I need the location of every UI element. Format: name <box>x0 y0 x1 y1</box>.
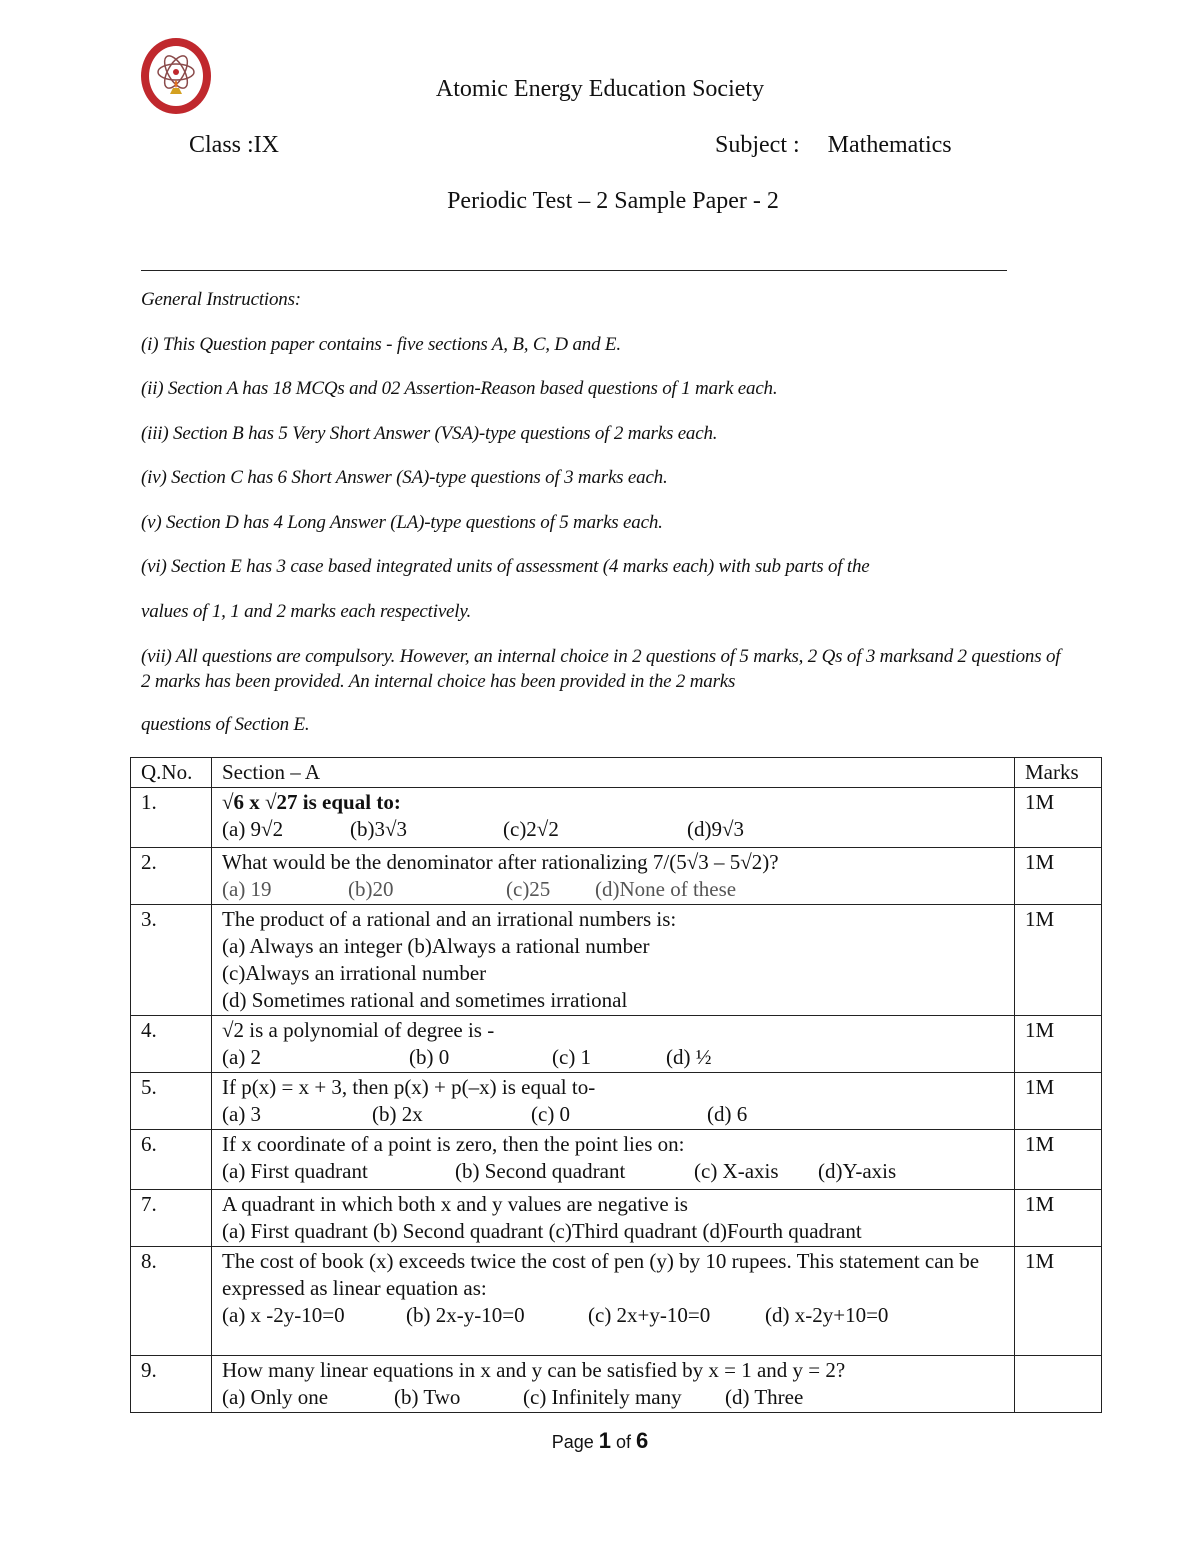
table-row <box>131 848 1102 905</box>
option-b: (b) 0 <box>409 1045 450 1069</box>
header-qno: Q.No. <box>131 758 212 788</box>
question-cell <box>212 1073 1015 1130</box>
question-cell <box>212 1130 1015 1190</box>
option-a: (a) First quadrant <box>222 1159 368 1183</box>
page-prefix: Page <box>551 1432 594 1452</box>
option-a: (a) 3 <box>222 1102 262 1126</box>
question-number: 6. <box>131 1130 212 1190</box>
question-table <box>130 757 1102 1413</box>
organization-name: Atomic Energy Education Society <box>435 76 765 102</box>
question-number: 8. <box>131 1247 212 1356</box>
page-current: 1 <box>598 1428 611 1453</box>
option-d: (d) Three <box>725 1385 804 1409</box>
question-marks: 1M <box>1015 1130 1102 1190</box>
question-text: If x coordinate of a point is zero, then the point lies on: <box>222 1132 685 1156</box>
option-d: (d) ½ <box>666 1045 712 1069</box>
page-of: of <box>616 1432 632 1452</box>
instructions-heading: General Instructions: <box>141 289 301 310</box>
table-header-row <box>131 758 1102 788</box>
subject-value: Mathematics <box>827 132 952 158</box>
question-text: If p(x) = x + 3, then p(x) + p(–x) is equal to- <box>222 1075 596 1099</box>
subject-line <box>715 132 952 159</box>
question-cell <box>212 848 1015 905</box>
option-a: (a) 19 <box>222 877 272 901</box>
question-options <box>222 1101 1004 1128</box>
question-number: 1. <box>131 788 212 848</box>
question-text: The cost of book (x) exceeds twice the cost of pen (y) by 10 rupees. This statement can be <box>222 1249 980 1273</box>
option-b: (b)20 <box>348 877 394 901</box>
option-c: (c)Always an irrational number <box>222 961 487 985</box>
table-row <box>131 1073 1102 1130</box>
question-cell <box>212 1190 1015 1247</box>
option-c: (c)25 <box>506 877 551 901</box>
paper-title: Periodic Test – 2 Sample Paper - 2 <box>447 188 779 214</box>
table-row <box>131 1247 1102 1356</box>
question-number: 4. <box>131 1016 212 1073</box>
question-text: What would be the denominator after rationalizing 7/(5√3 – 5√2)? <box>222 850 779 874</box>
option-b: (b) Two <box>394 1385 461 1409</box>
question-marks: 1M <box>1015 1073 1102 1130</box>
question-text: The product of a rational and an irrational numbers is: <box>222 907 677 931</box>
question-number: 5. <box>131 1073 212 1130</box>
option-b: (b) 2x <box>372 1102 423 1126</box>
option-c: (c)2√2 <box>503 817 559 841</box>
option-d: (d) Sometimes rational and sometimes irrational <box>222 988 628 1012</box>
question-number: 3. <box>131 905 212 1016</box>
instruction-vi: (vi) Section E has 3 case based integrated units of assessment (4 marks each) with sub parts of the <box>141 556 870 577</box>
question-cell <box>212 1356 1015 1413</box>
page-total: 6 <box>636 1428 649 1453</box>
option-c: (c) 2x+y-10=0 <box>588 1303 711 1327</box>
subject-label: Subject : <box>715 132 800 158</box>
header-marks: Marks <box>1015 758 1102 788</box>
class-label: Class :IX <box>189 132 279 158</box>
page-footer <box>0 1428 1200 1454</box>
question-cell <box>212 905 1015 1016</box>
question-marks: 1M <box>1015 788 1102 848</box>
question-text: √2 is a polynomial of degree is - <box>222 1018 495 1042</box>
option-d: (d)None of these <box>595 877 737 901</box>
option-c: (c) Infinitely many <box>523 1385 682 1409</box>
option-a: (a) 2 <box>222 1045 262 1069</box>
question-text: A quadrant in which both x and y values are negative is <box>222 1192 688 1216</box>
divider <box>141 270 1007 271</box>
option-a: (a) Only one <box>222 1385 329 1409</box>
question-marks: 1M <box>1015 905 1102 1016</box>
table-row <box>131 1016 1102 1073</box>
question-text: How many linear equations in x and y can be satisfied by x = 1 and y = 2? <box>222 1358 846 1382</box>
instruction-ii: (ii) Section A has 18 MCQs and 02 Assertion-Reason based questions of 1 mark each. <box>141 378 778 399</box>
question-options <box>222 876 1004 903</box>
table-row <box>131 905 1102 1016</box>
option-a: (a) 9√2 <box>222 817 284 841</box>
question-options <box>222 1158 1004 1185</box>
instruction-iv: (iv) Section C has 6 Short Answer (SA)-type questions of 3 marks each. <box>141 467 668 488</box>
question-number: 2. <box>131 848 212 905</box>
option-d: (d) x-2y+10=0 <box>765 1303 889 1327</box>
question-options <box>222 1302 1004 1329</box>
table-row <box>131 788 1102 848</box>
option-d: (d)9√3 <box>687 817 745 841</box>
instruction-vi-cont: values of 1, 1 and 2 marks each respectively. <box>141 601 472 622</box>
option-a: (a) x -2y-10=0 <box>222 1303 345 1327</box>
question-marks: 1M <box>1015 848 1102 905</box>
option-b: (b) Second quadrant <box>455 1159 626 1183</box>
question-options: (a) First quadrant (b) Second quadrant (c)Third quadrant (d)Fourth quadrant <box>222 1219 862 1243</box>
question-cell <box>212 788 1015 848</box>
instruction-v: (v) Section D has 4 Long Answer (LA)-type questions of 5 marks each. <box>141 512 663 533</box>
question-text-cont: expressed as linear equation as: <box>222 1276 487 1300</box>
table-row <box>131 1356 1102 1413</box>
table-row <box>131 1130 1102 1190</box>
header-section: Section – A <box>212 758 1015 788</box>
question-marks: 1M <box>1015 1190 1102 1247</box>
question-marks <box>1015 1356 1102 1413</box>
option-c: (c) 1 <box>552 1045 592 1069</box>
option-a: (a) Always an integer (b)Always a rational number <box>222 934 650 958</box>
instruction-i: (i) This Question paper contains - five sections A, B, C, D and E. <box>141 334 621 355</box>
question-options <box>222 1044 1004 1071</box>
question-options <box>222 816 1004 843</box>
question-options <box>222 1384 1004 1411</box>
option-c: (c) X-axis <box>694 1159 779 1183</box>
question-cell <box>212 1247 1015 1356</box>
question-text: √6 x √27 is equal to: <box>222 790 401 814</box>
question-cell <box>212 1016 1015 1073</box>
question-marks: 1M <box>1015 1016 1102 1073</box>
question-marks: 1M <box>1015 1247 1102 1356</box>
option-c: (c) 0 <box>531 1102 571 1126</box>
option-d: (d) 6 <box>707 1102 748 1126</box>
option-b: (b)3√3 <box>350 817 408 841</box>
option-d: (d)Y-axis <box>818 1159 897 1183</box>
option-b: (b) 2x-y-10=0 <box>406 1303 525 1327</box>
table-row <box>131 1190 1102 1247</box>
instruction-vii: (vii) All questions are compulsory. However, an internal choice in 2 questions of 5 marks, 2 Qs of 3 marksand 2 questions of 2 marks has been provided. An internal choice has been provided in the 2 marks <box>141 646 1061 692</box>
instruction-vii-cont: questions of Section E. <box>141 714 310 735</box>
question-number: 7. <box>131 1190 212 1247</box>
instruction-iii: (iii) Section B has 5 Very Short Answer (VSA)-type questions of 2 marks each. <box>141 423 718 444</box>
question-number: 9. <box>131 1356 212 1413</box>
